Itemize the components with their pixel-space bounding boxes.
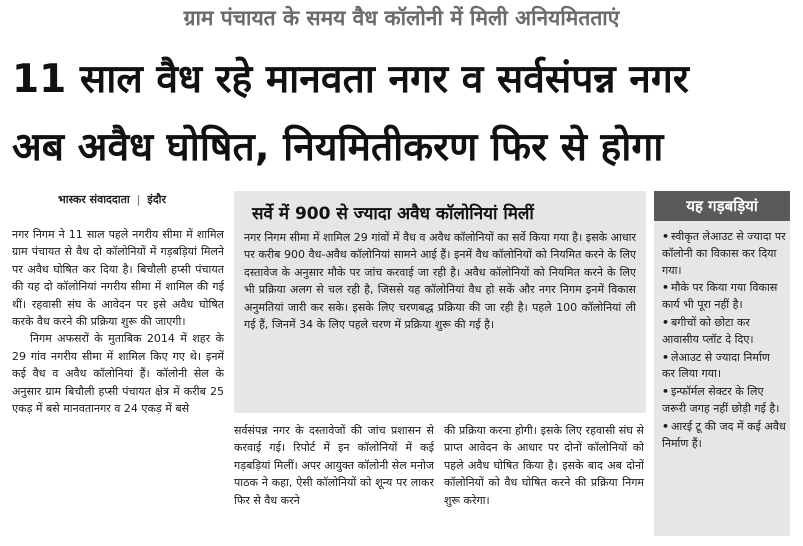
survey-box-title: सर्वे में 900 से ज्यादा अवैध कॉलोनियां मिलीं: [252, 204, 534, 224]
survey-box-body: [244, 229, 636, 411]
left-paragraph-2: निगम अफसरों के मुताबिक 2014 में शहर के 29 गांव नगरीय सीमा में शामिल किए गए थे। इनमें कई वैध व अवैध कॉलोनियां हैं। कॉलोनी सेल के अनुसार ग्राम बिचौली हप्सी पंचायत क्षेत्र में करीब 25 एकड़ में बसे मानवतानगर व 24 एकड़ में बसे: [12, 332, 224, 416]
sidebar-item: [662, 350, 786, 384]
sidebar-item-text: स्वीकृत लेआउट से ज्यादा पर कॉलोनी का विकास कर दिया गया।: [662, 230, 786, 277]
bullet-icon: •: [662, 350, 670, 364]
bullet-icon: •: [662, 230, 670, 243]
middle-column-2-text: की प्रक्रिया करना होगी। इसके लिए रहवासी संघ से प्राप्त आवेदन के आधार पर दोनों कॉलोनियों को पहले अवैध घोषित किया है। इसके बाद अब दोनों कॉलोनियों को वैध घोषित करने की प्रक्रिया निगम शुरू करेगा।: [444, 424, 644, 507]
sidebar-item-text: बगीचों को छोटा कर आवासीय प्लॉट दे दिए।: [662, 315, 754, 346]
middle-column-2: [444, 422, 644, 544]
byline: [58, 192, 166, 207]
middle-column-1-text: सर्वसंपन्न नगर के दस्तावेजों की जांच प्रशासन से करवाई गई। रिपोर्ट में इन कॉलोनियों में कई गड़बड़ियां मिलीं। अपर आयुक्त कॉलोनी सेल मनोज पाठक ने कहा, ऐसी कॉलोनियों को शून्य पर लाकर फिर से वैध करने: [234, 424, 434, 507]
survey-box-text: नगर निगम सीमा में शामिल 29 गांवों में वैध व अवैध कॉलोनियों का सर्वे किया गया है। इसके आधार पर करीब 900 वैध-अवैध कॉलोनियां सामने आई हैं। इनमें वैध कॉलोनियों को नियमित करने के लिए दस्तावेज के अनुसार मौके पर जांच करवाई जा रही है। अवैध कॉलोनियों को नियमित करने के लिए भी प्रक्रिया अलग से चल रही है, जिससे यह कॉलोनियां वैध हो सकें और नगर निगम इनमें विकास अनुमतियां जारी कर सके। इसके लिए चरणबद्ध प्रक्रिया की जा रही है। पहले 100 कॉलोनियां ली गई हैं, जिनमें 34 के लिए पहले चरण में प्रक्रिया शुरू की गई है।: [244, 231, 636, 332]
sidebar-item: [662, 315, 786, 349]
bullet-icon: •: [662, 315, 670, 329]
byline-reporter: भास्कर संवाददाता: [58, 193, 130, 206]
sidebar-item: [662, 229, 786, 279]
bullet-icon: •: [662, 419, 670, 433]
irregularities-sidebar: [654, 191, 790, 536]
bullet-icon: •: [662, 385, 670, 399]
bullet-icon: •: [662, 281, 670, 295]
left-paragraph-1: नगर निगम ने 11 साल पहले नगरीय सीमा में शामिल ग्राम पंचायत से वैध दो कॉलोनियों में गड़बड़ियां मिलने पर अवैध घोषित कर दिया है। बिचौली हप्सी पंचायत की यह दो कॉलोनियां नगरीय सीमा में शामिल की गई थीं। रहवासी संघ के आवेदन पर इसे अवैध घोषित करके वैध करने की प्रक्रिया शुरू की जाएगी।: [12, 228, 224, 329]
headline-line-2: अब अवैध घोषित, नियमितीकरण फिर से होगा: [12, 125, 664, 170]
kicker-headline: ग्राम पंचायत के समय वैध कॉलोनी में मिली अनियमितताएं: [183, 6, 620, 30]
byline-separator: |: [136, 193, 141, 206]
headline-line-1: 11 साल वैध रहे मानवता नगर व सर्वसंपन्न नगर: [12, 57, 689, 102]
sidebar-item-text: आरई टू की जद में कई अवैध निर्माण हैं।: [662, 419, 786, 450]
byline-city: इंदौर: [147, 193, 167, 206]
sidebar-item: [662, 419, 786, 453]
sidebar-list: [662, 229, 786, 453]
survey-box: [234, 191, 646, 413]
sidebar-item-text: इन्फॉर्मल सेक्टर के लिए जरूरी जगह नहीं छोड़ी गई है।: [662, 385, 780, 415]
sidebar-item-text: मौके पर किया गया विकास कार्य भी पूरा नहीं है।: [662, 281, 778, 312]
sidebar-item: [662, 384, 786, 418]
sidebar-heading: यह गड़बड़ियां: [654, 191, 790, 221]
left-column: [12, 226, 224, 544]
sidebar-item: [662, 280, 786, 314]
sidebar-item-text: लेआउट से ज्यादा निर्माण कर लिया गया।: [662, 350, 770, 381]
middle-column-1: [234, 422, 434, 544]
